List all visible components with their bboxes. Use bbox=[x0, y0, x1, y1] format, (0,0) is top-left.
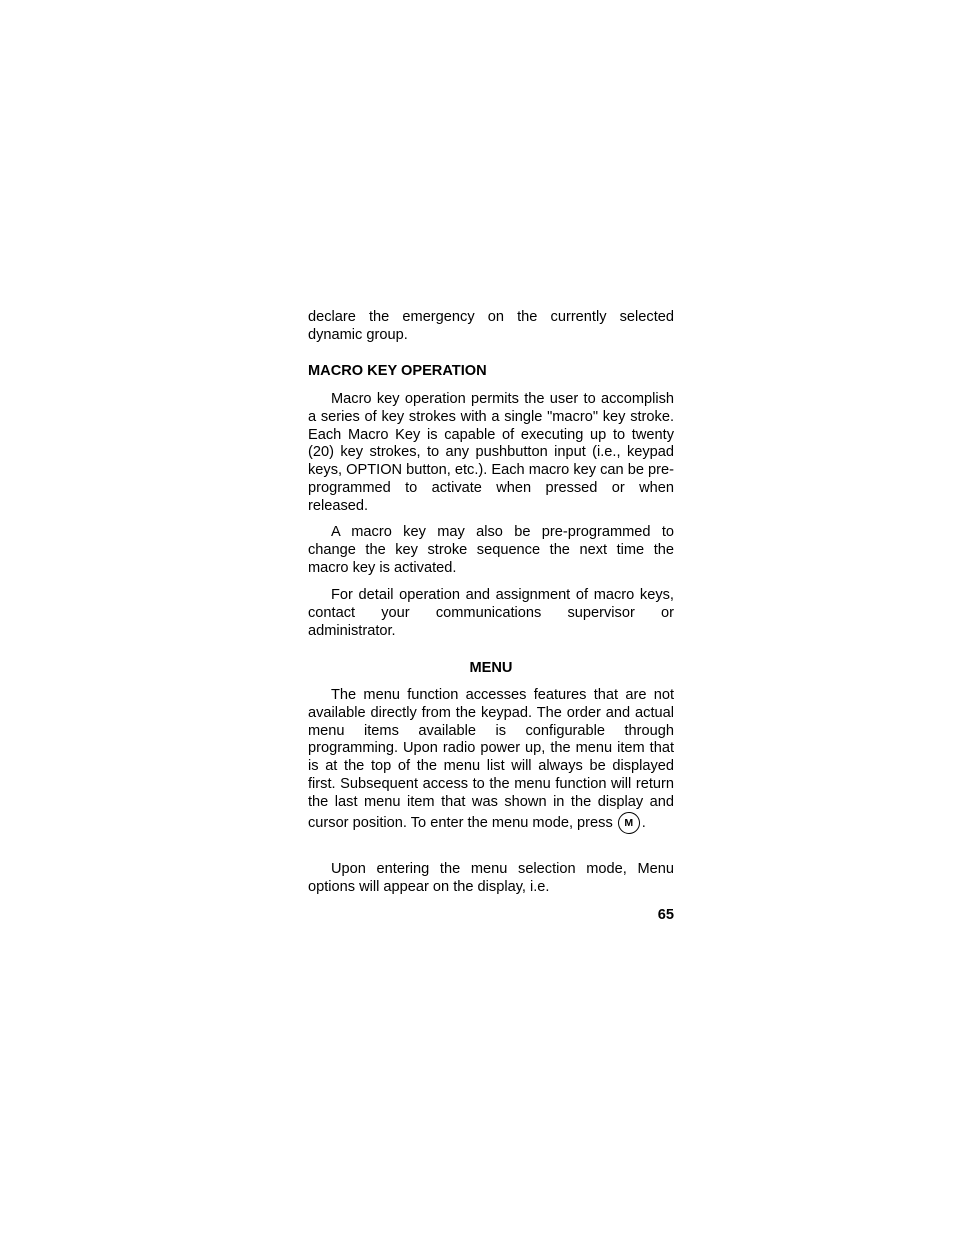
menu-paragraph-1-block bbox=[308, 687, 674, 834]
menu-paragraph-2: Upon entering the menu selection mode, Menu options will appear on the display, i.e. bbox=[308, 861, 674, 895]
macro-key-operation-heading: MACRO KEY OPERATION bbox=[308, 363, 487, 379]
macro-paragraph-2-block bbox=[308, 524, 674, 577]
macro-paragraph-1-block bbox=[308, 391, 674, 516]
macro-paragraph-2: A macro key may also be pre-programmed to change the key stroke sequence the next time the macro key is activated. bbox=[308, 524, 674, 576]
menu-heading: MENU bbox=[469, 660, 513, 676]
menu-paragraph-1-text: The menu function accesses features that are not available directly from the keypad. The order and actual menu items available is configurable through programming. Upon radio power up, the menu item that is at the top of the menu list will always be displayed first. Subsequent access to the menu function will return the last menu item that was shown in the display and cursor position. To enter the menu mode, press bbox=[308, 687, 674, 831]
menu-paragraph-2-block bbox=[308, 861, 674, 897]
macro-paragraph-3: For detail operation and assignment of macro keys, contact your communications supervisor or administrator. bbox=[308, 587, 674, 639]
menu-key-icon: M bbox=[618, 812, 640, 834]
macro-paragraph-3-block bbox=[308, 587, 674, 640]
menu-paragraph-1 bbox=[308, 687, 674, 834]
menu-paragraph-1-end: . bbox=[641, 814, 646, 831]
intro-block bbox=[308, 309, 674, 345]
page-number: 65 bbox=[657, 907, 674, 923]
macro-paragraph-1: Macro key operation permits the user to accomplish a series of key strokes with a single "macro" key stroke. Each Macro Key is capable of executing up to twenty (20) key strokes, to any pushbutton input (i.e., keypad keys, OPTION button, etc.). Each macro key can be pre-programmed to activate when pressed or when released. bbox=[308, 391, 674, 514]
macro-heading-block bbox=[308, 363, 674, 381]
intro-paragraph: declare the emergency on the currently selected dynamic group. bbox=[308, 309, 674, 343]
menu-heading-block bbox=[308, 660, 674, 678]
